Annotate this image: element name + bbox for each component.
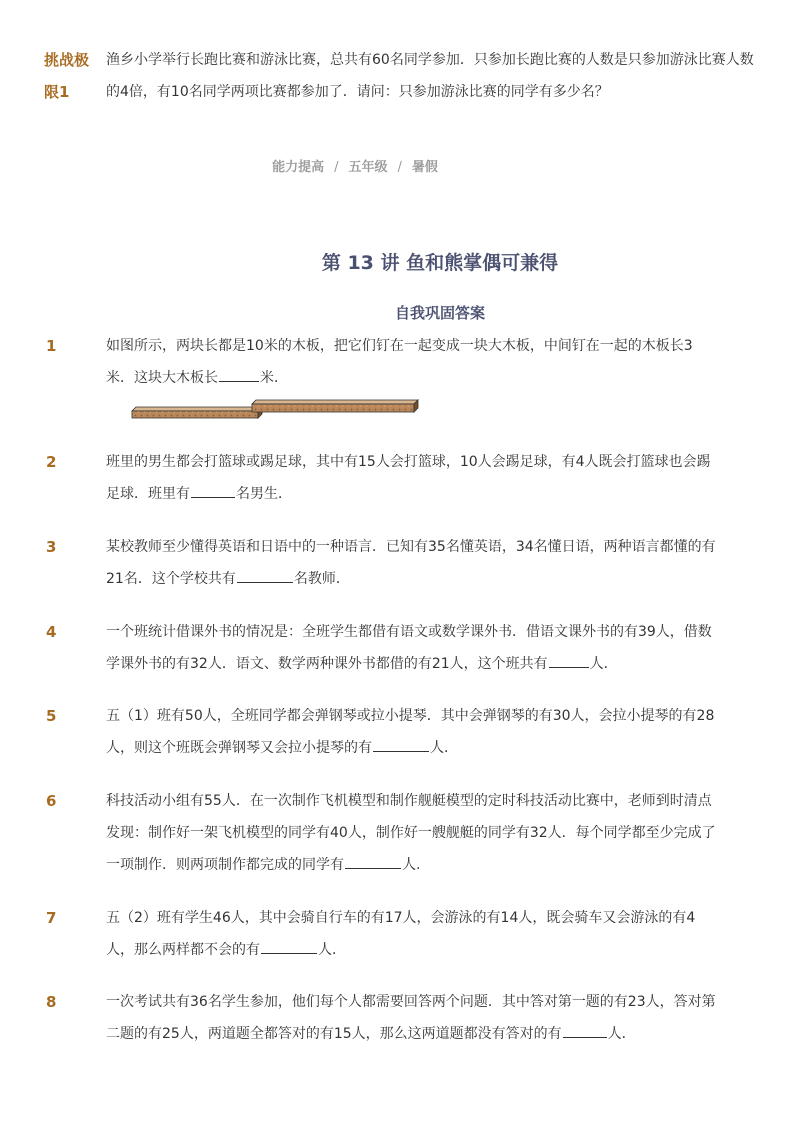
answer-blank[interactable] (191, 481, 235, 498)
question-text (106, 616, 720, 680)
question-text-after: 人. (402, 857, 421, 873)
breadcrumb-item: 能力提高 (272, 160, 325, 175)
question-text-before: 五（2）班有学生46人，其中会骑自行车的有17人，会游泳的有14人，既会骑车又会游泳的有4人，那么两样都不会的有 (106, 910, 696, 958)
breadcrumb-item: 暑假 (411, 160, 438, 175)
question-number: 3 (46, 538, 57, 556)
challenge-question-text: 渔乡小学举行长跑比赛和游泳比赛，总共有60名同学参加．只参加长跑比赛的人数是只参加游泳比赛人数的4倍，有10名同学两项比赛都参加了．请问：只参加游泳比赛的同学有多少名？ (106, 52, 754, 100)
breadcrumb-separator: / (334, 160, 339, 175)
question-text-after: 名教师． (293, 571, 350, 587)
breadcrumb-item: 五年级 (348, 160, 388, 175)
question-text-before: 如图所示，两块长都是10米的木板，把它们钉在一起变成一块大木板，中间钉在一起的木板长3米．这块大木板长 (106, 338, 693, 386)
question-text-after: 人． (318, 942, 346, 958)
answer-blank[interactable] (373, 735, 429, 752)
question-text (106, 785, 720, 881)
question-text (106, 986, 720, 1050)
question-text (106, 531, 720, 595)
question-number: 1 (46, 337, 57, 355)
question-text-after: 人． (430, 740, 458, 756)
wooden-boards-figure (128, 396, 428, 426)
breadcrumb-separator: / (397, 160, 402, 175)
question-text-before: 班里的男生都会打篮球或踢足球，其中有15人会打篮球，10人会踢足球，有4人既会打篮球也会踢足球．班里有 (106, 454, 711, 502)
board-right (252, 400, 418, 412)
question-number: 6 (46, 792, 57, 810)
section-title: 自我巩固答案 (394, 304, 485, 322)
question-number: 7 (46, 909, 57, 927)
question-number: 5 (46, 707, 57, 725)
question-text-before: 一个班统计借课外书的情况是：全班学生都借有语文或数学课外书．借语文课外书的有39人，借数学课外书的有32人．语文、数学两种课外书都借的有21人，这个班共有 (106, 624, 712, 672)
breadcrumb (0, 156, 710, 175)
question-text (106, 330, 720, 394)
question-number: 2 (46, 453, 57, 471)
question-number: 4 (46, 623, 57, 641)
answer-blank[interactable] (563, 1021, 607, 1038)
question-text-after: 名男生． (236, 486, 292, 502)
question-text (106, 446, 720, 510)
answer-blank[interactable] (549, 651, 589, 668)
lecture-title: 第 13 讲 鱼和熊掌偶可兼得 (321, 252, 559, 274)
question-text (106, 902, 720, 966)
question-text-after: 人． (589, 656, 618, 672)
question-text-before: 五（1）班有50人，全班同学都会弹钢琴或拉小提琴．其中会弹钢琴的有30人，会拉小提琴的有28人，则这个班既会弹钢琴又会拉小提琴的有 (106, 708, 715, 756)
board-left (132, 407, 262, 418)
question-number: 8 (46, 993, 57, 1011)
question-text-after: 米． (260, 370, 288, 386)
question-text (106, 700, 720, 764)
question-text-after: 人． (607, 1026, 636, 1042)
question-text-before: 一次考试共有36名学生参加，他们每个人都需要回答两个问题．其中答对第一题的有23人，答对第二题的有25人，两道题全都答对的有15人，那么这两道题都没有答对的有 (106, 994, 716, 1042)
question-text-before: 科技活动小组有55人．在一次制作飞机模型和制作舰艇模型的定时科技活动比赛中，老师到时清点发现：制作好一架飞机模型的同学有40人，制作好一艘舰艇的同学有32人．每个同学都至少完成了一项制作．则两项制作都完成的同学有 (106, 793, 716, 873)
challenge-tag: 挑战极限1 (44, 51, 90, 101)
answer-blank[interactable] (345, 852, 401, 869)
answer-blank[interactable] (237, 566, 293, 583)
question-text-before: 某校教师至少懂得英语和日语中的一种语言．已知有35名懂英语，34名懂日语，两种语言都懂的有21名．这个学校共有 (106, 539, 716, 587)
answer-blank[interactable] (261, 937, 317, 954)
answer-blank[interactable] (219, 365, 259, 382)
